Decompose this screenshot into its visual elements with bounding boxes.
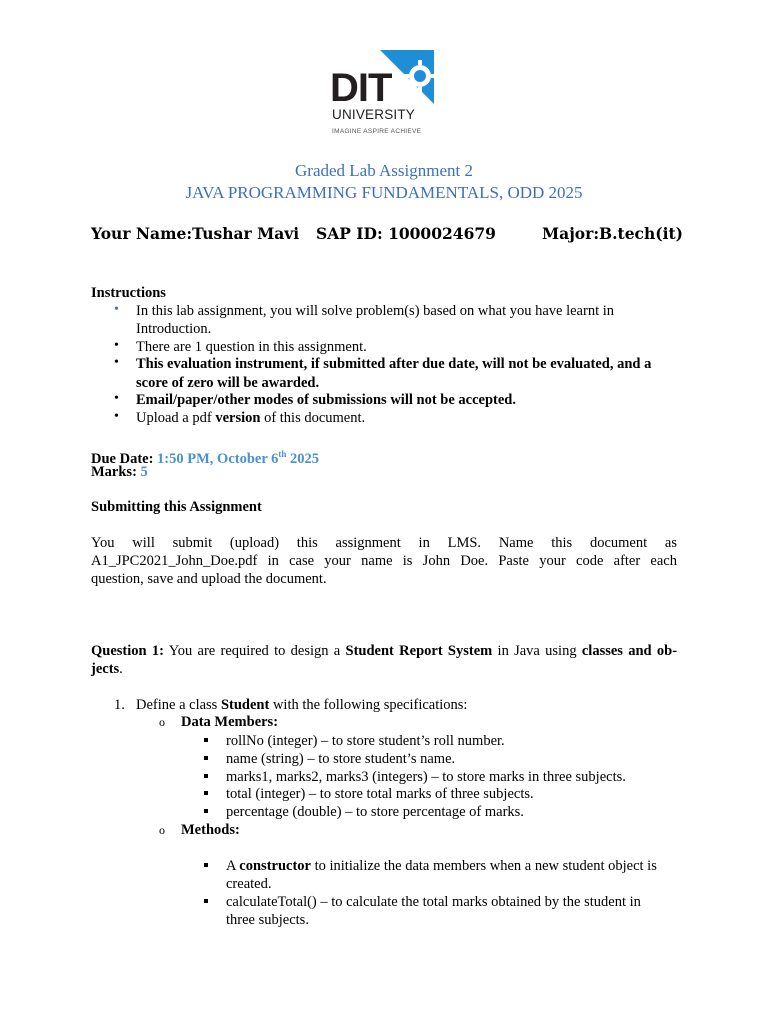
data-members-label: Data Members: (181, 714, 279, 730)
student-name: Your Name:Tushar Mavi (91, 224, 300, 243)
square-bullet-icon (204, 738, 208, 742)
square-bullet-icon (204, 756, 208, 760)
assignment-title: Graded Lab Assignment 2 (295, 161, 473, 180)
marks: Marks: 5 (91, 464, 148, 480)
logo-wordmark: DIT (330, 66, 392, 110)
submitting-line-2: A1_JPC2021_John_Doe.pdf in case your name is John Doe. Paste your code after each (91, 553, 677, 569)
university-logo (330, 46, 440, 142)
square-bullet-icon (204, 899, 208, 903)
due-date: Due Date: 1:50 PM, October 6th 2025 (91, 449, 320, 467)
instruction-5: Upload a pdf version of this document. (136, 410, 366, 426)
question-1-line-2: jects. (91, 661, 123, 677)
spec-intro: Define a class Student with the following specifications: (136, 697, 468, 713)
bullet-icon: • (114, 409, 119, 424)
list-number: 1. (114, 697, 125, 713)
submitting-line-1: You will submit (upload) this assignment in LMS. Name this document as (91, 535, 677, 551)
instruction-3-line-2: score of zero will be awarded. (136, 375, 320, 391)
instruction-1-line-2: Introduction. (136, 321, 212, 337)
logo-subtitle: UNIVERSITY (332, 107, 416, 122)
bullet-icon: • (114, 302, 119, 317)
data-member-1: rollNo (integer) – to store student’s roll number. (226, 733, 505, 749)
methods-label: Methods: (181, 822, 240, 838)
data-member-3: marks1, marks2, marks3 (integers) – to store marks in three subjects. (226, 769, 626, 785)
submitting-heading: Submitting this Assignment (91, 499, 262, 515)
square-bullet-icon (204, 774, 208, 778)
data-member-2: name (string) – to store student’s name. (226, 751, 456, 767)
method-2-line-2: three subjects. (226, 912, 309, 928)
question-1-line-1: Question 1: You are required to design a Student Report System in Java using classes and ob- (91, 643, 678, 659)
instruction-2: There are 1 question in this assignment. (136, 339, 367, 355)
bullet-icon: • (114, 355, 119, 370)
bullet-icon: • (114, 338, 119, 353)
method-1-line-1: A constructor to initialize the data members when a new student object is (226, 858, 657, 874)
square-bullet-icon (204, 791, 208, 795)
instruction-4: Email/paper/other modes of submissions will not be accepted. (136, 392, 516, 408)
submitting-line-3: question, save and upload the document. (91, 571, 327, 587)
method-1-line-2: created. (226, 876, 272, 892)
instruction-3-line-1: This evaluation instrument, if submitted after due date, will not be evaluated, and a (136, 356, 652, 372)
logo-tagline: IMAGINE ASPIRE ACHIEVE (332, 128, 422, 135)
square-bullet-icon (204, 809, 208, 813)
instruction-1-line-1: In this lab assignment, you will solve problem(s) based on what you have learnt in (136, 303, 615, 319)
instructions-heading: Instructions (91, 285, 166, 301)
sap-id: SAP ID: 1000024679 (316, 224, 496, 243)
bullet-icon: • (114, 391, 119, 406)
major: Major:B.tech(it) (542, 224, 683, 243)
sub-bullet-icon: o (159, 715, 165, 729)
course-title: JAVA PROGRAMMING FUNDAMENTALS, ODD 2025 (185, 183, 583, 202)
sub-bullet-icon: o (159, 823, 165, 837)
method-2-line-1: calculateTotal() – to calculate the total marks obtained by the student in (226, 894, 641, 910)
data-member-4: total (integer) – to store total marks of three subjects. (226, 786, 534, 802)
square-bullet-icon (204, 863, 208, 867)
data-member-5: percentage (double) – to store percentage of marks. (226, 804, 524, 820)
